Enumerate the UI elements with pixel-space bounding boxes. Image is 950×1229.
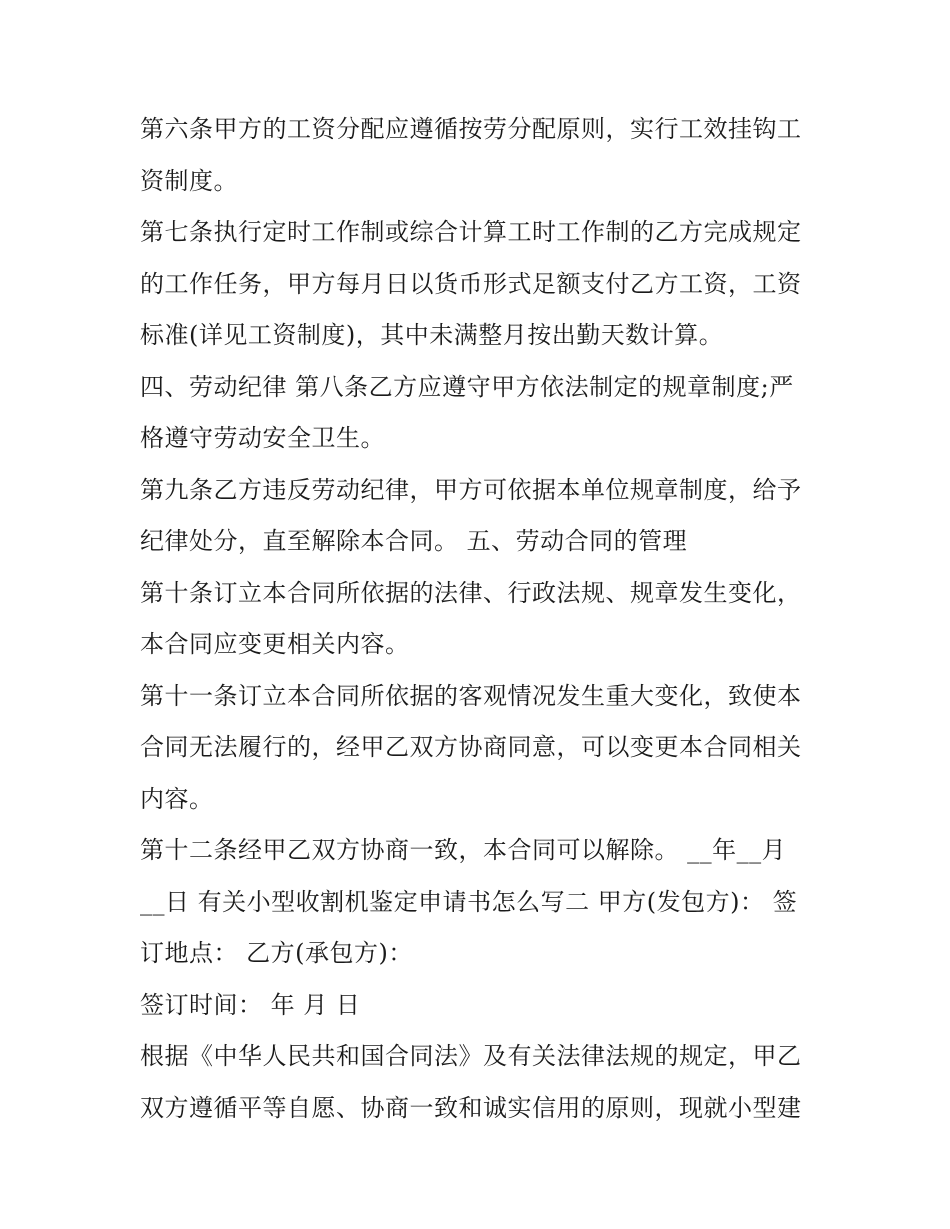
text-line: 第九条乙方违反劳动纪律，甲方可依据本单位规章制度，给予 <box>140 475 802 504</box>
text-line: 订地点： 乙方(承包方)： <box>140 939 413 967</box>
text-line: 签订时间： 年 月 日 <box>140 990 361 1019</box>
text-line: 根据《中华人民共和国合同法》及有关法律法规的规定，甲乙 <box>140 1042 802 1070</box>
text-line: 内容。 <box>140 784 214 813</box>
text-line: 合同无法履行的，经甲乙双方协商同意，可以变更本合同相关 <box>140 733 802 761</box>
document-body <box>140 104 820 1134</box>
text-line: 本合同应变更相关内容。 <box>140 630 410 658</box>
text-line: 第七条执行定时工作制或综合计算工时工作制的乙方完成规定 <box>140 218 802 246</box>
text-line: 标准(详见工资制度)，其中未满整月按出勤天数计算。 <box>140 321 724 349</box>
text-line: 第六条甲方的工资分配应遵循按劳分配原则，实行工效挂钩工 <box>140 115 802 143</box>
text-line: 第十条订立本合同所依据的法律、行政法规、规章发生变化， <box>140 578 802 607</box>
text-line: 四、劳动纪律 第八条乙方应遵守甲方依法制定的规章制度;严 <box>140 372 794 401</box>
text-line: 纪律处分，直至解除本合同。 五、劳动合同的管理 <box>140 527 688 555</box>
text-line: 资制度。 <box>140 166 238 195</box>
text-line: 第十一条订立本合同所依据的客观情况发生重大变化，致使本 <box>140 681 802 710</box>
text-line: __日 有关小型收割机鉴定申请书怎么写二 甲方(发包方)： 签 <box>140 887 798 916</box>
text-line: 第十二条经甲乙双方协商一致，本合同可以解除。 __年__月 <box>140 836 787 864</box>
text-line: 双方遵循平等自愿、协商一致和诚实信用的原则，现就小型建 <box>140 1093 802 1122</box>
text-line: 的工作任务，甲方每月日以货币形式足额支付乙方工资，工资 <box>140 269 802 298</box>
text-line: 格遵守劳动安全卫生。 <box>140 424 385 452</box>
